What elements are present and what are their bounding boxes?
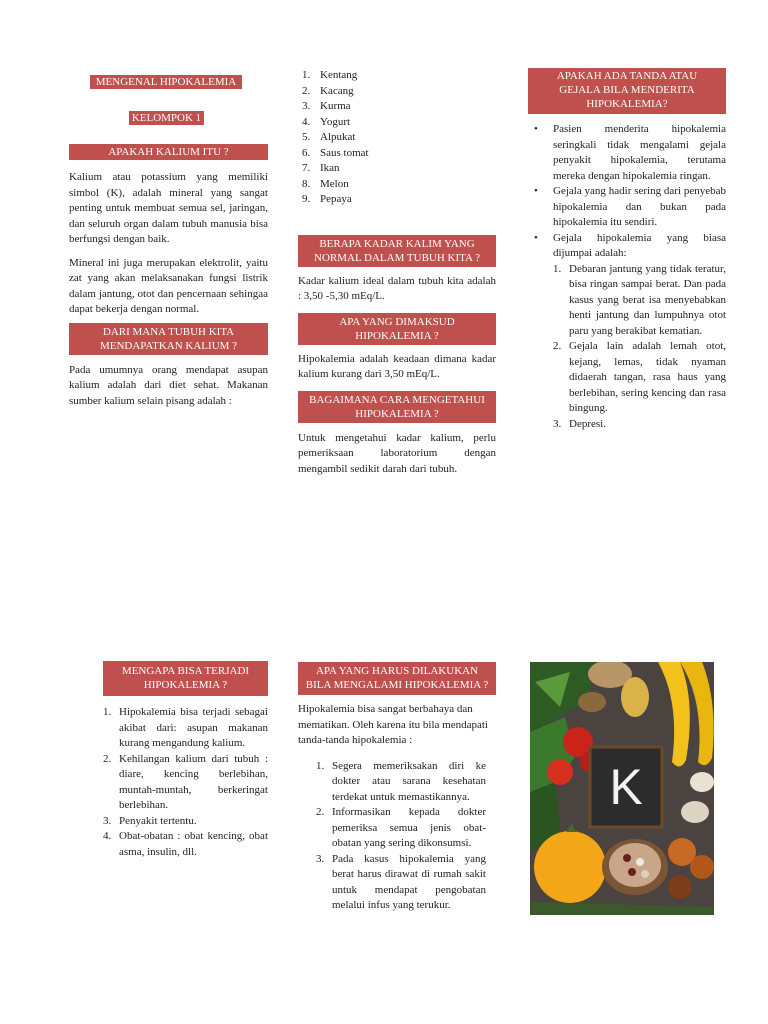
list-item — [316, 805, 486, 852]
column-2 — [298, 68, 496, 477]
list-item — [553, 262, 726, 340]
column-5 — [298, 662, 496, 914]
list-number: 8. — [302, 177, 311, 190]
list-number: 3. — [553, 417, 562, 430]
symptom-sublist — [553, 262, 726, 433]
paragraph-lab-test: Untuk mengetahui kadar kalium, perlu pemeriksaan laboratorium dengan mengambil sedikit darah dari tubuh. — [298, 431, 496, 475]
list-item — [298, 130, 496, 146]
list-number: 1. — [553, 262, 562, 275]
list-item: • Gejala yang hadir sering dari penyebab hipokalemia dan bukan pada hipokalemia itu sendiri. — [534, 185, 726, 228]
list-text: Segera memeriksakan diri ke dokter atau sarana kesehatan terdekat untuk memastikannya. — [332, 759, 486, 803]
list-number: 6. — [302, 146, 311, 159]
list-number: 3. — [103, 814, 112, 827]
section-heading-what-is-hypokalemia: APA YANG DIMAKSUD HIPOKALEMIA ? — [298, 313, 496, 345]
list-text: Saus tomat — [320, 146, 369, 159]
section-heading-what-is-potassium: APAKAH KALIUM ITU ? — [69, 144, 268, 160]
section-heading-symptoms: APAKAH ADA TANDA ATAU GEJALA BILA MENDERITA HIPOKALEMIA? — [528, 68, 726, 114]
list-number: 1. — [316, 759, 325, 772]
list-item: • Pasien menderita hipokalemia seringkali tidak mengalami gejala penyakit hipokalemia, terutama mereka dengan hipokalemia ringan. — [534, 123, 726, 182]
list-item — [103, 829, 268, 860]
list-text: Melon — [320, 177, 349, 190]
list-item — [316, 852, 486, 914]
list-text: Informasikan kepada dokter pemeriksa semua jenis obat-obatan yang sering dikonsumsi. — [332, 806, 486, 849]
list-number: 1. — [302, 69, 311, 81]
column-3 — [528, 68, 726, 432]
list-text: Hipokalemia bisa terjadi sebagai akibat dari: asupan makanan kurang mengandung kalium. — [119, 706, 268, 749]
section-heading-what-to-do: APA YANG HARUS DILAKUKAN BILA MENGALAMI HIPOKALEMIA ? — [298, 662, 496, 695]
list-item — [298, 161, 496, 177]
list-item — [298, 68, 496, 84]
list-number: 9. — [302, 193, 311, 205]
potassium-foods-photo — [530, 662, 714, 915]
list-number: 3. — [302, 100, 311, 112]
paragraph-electrolyte: Mineral ini juga merupakan elektrolit, yaitu zat yang akan melaksanakan fungsi listrik dalam jantung, otot dan pencernaan sehingaa dapat bekerja dengan normal. — [69, 256, 268, 315]
list-item — [316, 759, 486, 806]
list-item — [103, 814, 268, 830]
section-heading-causes: MENGAPA BISA TERJADI HIPOKALEMIA ? — [103, 661, 268, 696]
list-item — [298, 115, 496, 131]
list-number: 1. — [103, 706, 112, 718]
section-heading-normal-level: BERAPA KADAR KALIM YANG NORMAL DALAM TUBUH KITA ? — [298, 235, 496, 267]
list-number: 3. — [316, 852, 325, 865]
list-text: Kehilangan kalium dari tubuh : diare, kencing berlebihan, muntah-muntah, berkeringat berlebihan. — [119, 752, 268, 811]
list-item — [298, 84, 496, 100]
list-item — [298, 192, 496, 208]
list-text: Debaran jantung yang tidak teratur, bisa ringan sampai berat. Dan pada kasus yang berat isa menyebabkan henti jantung dan lumpuhnya otot paru yang berakibat kematian. — [569, 262, 726, 337]
group-label: KELOMPOK 1 — [129, 111, 204, 125]
list-text: Kacang — [320, 84, 354, 97]
list-item — [103, 705, 268, 752]
food-sources-list — [298, 68, 496, 208]
list-item — [298, 177, 496, 193]
list-item — [103, 752, 268, 814]
list-text: Pepaya — [320, 193, 352, 205]
list-number: 2. — [553, 340, 562, 352]
causes-list — [103, 705, 268, 860]
paragraph-potassium-definition: Kalium atau potassium yang memiliki simbol (K), adalah mineral yang sangat penting untuk membuat semua sel, jaringan, dan seluruh organ dalam tubuh manusia bisa berfungsi dengan baik. — [69, 171, 268, 245]
list-number: 4. — [103, 830, 112, 842]
list-item — [298, 99, 496, 115]
brochure-title: MENGENAL HIPOKALEMIA — [90, 75, 242, 89]
paragraph-diet-sources: Pada umumnya orang mendapat asupan kalium adalah dari diet sehat. Makanan sumber kalium selain pisang adalah : — [69, 363, 268, 407]
list-text: Kentang — [320, 69, 358, 81]
paragraph-hypokalemia-definition: Hipokalemia adalah keadaan dimana kadar kalium kurang dari 3,50 mEq/L. — [298, 352, 496, 380]
list-text: Yogurt — [320, 115, 351, 128]
paragraph-danger: Hipokalemia bisa sangat berbahaya dan mematikan. Oleh karena itu bila mendapati tanda-tanda hipokalemia : — [298, 703, 488, 746]
list-number: 2. — [302, 84, 311, 97]
list-text: Pada kasus hipokalemia yang berat harus dirawat di rumah sakit untuk mendapat pengobatan melalui infus yang terukur. — [332, 852, 486, 911]
column-1 — [69, 144, 268, 409]
symptoms-list — [528, 122, 726, 432]
list-number: 5. — [302, 131, 311, 143]
list-number: 4. — [302, 115, 311, 128]
list-text: Kurma — [320, 100, 351, 112]
list-item: • Gejala hipokalemia yang biasa dijumpai adalah: 1. Debaran jantung yang tidak teratur, bisa ringan sampai berat. Dan pada kasus yang berat isa menyebabkan henti jantung dan lumpuhnya otot paru yang berakibat kematian. 2. Gejala lain adalah lemah otot, kejang, lemas, tidak nyaman didaerah tangan, rasa haus yang berlebihan, sering kencing dan rasa bingung. 3. Depresi. — [528, 231, 726, 433]
chalkboard-letter: K — [609, 759, 643, 815]
list-number: 2. — [316, 806, 325, 818]
list-number: 2. — [103, 752, 112, 765]
list-item — [553, 339, 726, 417]
list-text: Alpukat — [320, 131, 356, 143]
list-text: Ikan — [320, 162, 340, 174]
list-text: Depresi. — [569, 417, 606, 430]
list-text: Obat-obatan : obat kencing, obat asma, insulin, dll. — [119, 830, 268, 858]
list-text: Gejala lain adalah lemah otot, kejang, lemas, tidak nyaman didaerah tangan, rasa haus yang berlebihan, sering kencing dan rasa bingung. — [569, 340, 726, 414]
section-heading-how-to-detect: BAGAIMANA CARA MENGETAHUI HIPOKALEMIA ? — [298, 391, 496, 423]
list-item — [553, 417, 726, 433]
actions-list — [298, 759, 496, 914]
list-text: Penyakit tertentu. — [119, 814, 197, 827]
paragraph-normal-level: Kadar kalium ideal dalam tubuh kita adalah : 3,50 -5,30 mEq/L. — [298, 274, 496, 302]
list-item — [298, 146, 496, 162]
section-heading-potassium-sources: DARI MANA TUBUH KITA MENDAPATKAN KALIUM ? — [69, 323, 268, 355]
list-number: 7. — [302, 162, 311, 174]
column-4 — [103, 661, 268, 860]
